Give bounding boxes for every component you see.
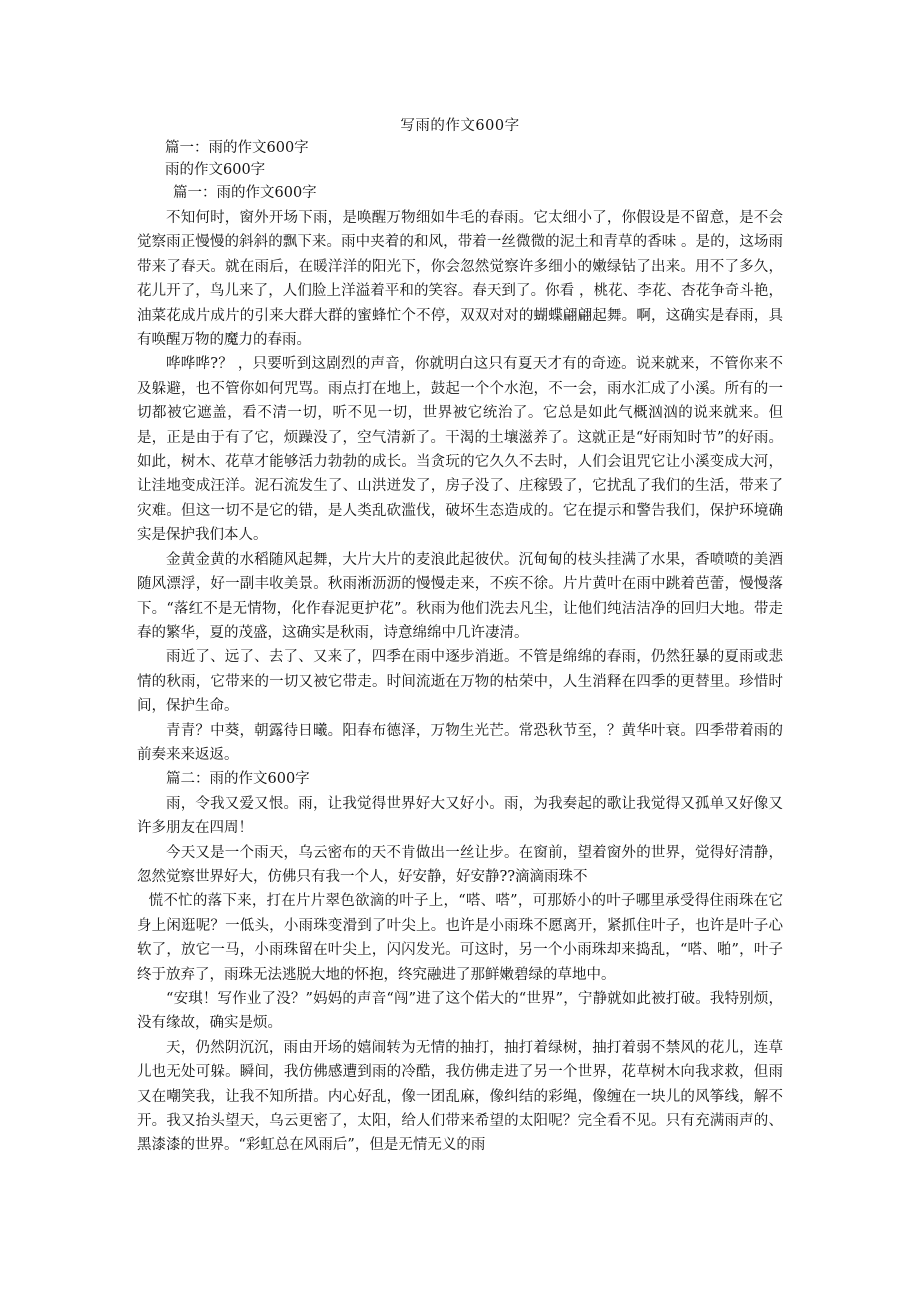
- document-title: 写雨的作文600字: [400, 118, 520, 134]
- section-heading: 篇一：雨的作文600字: [165, 140, 309, 156]
- paragraph: “安琪！写作业了没？”妈妈的声音“闯”进了这个偌大的“世界”，宁静就如此被打破。我特别烦，没有缘故，确实是烦。: [137, 991, 783, 1032]
- paragraph: 天，仍然阴沉沉，雨由开场的嬉闹转为无情的抽打，抽打着绿树，抽打着弱不禁风的花儿，连草儿也无处可躲。瞬间，我仿佛感遭到雨的冷酷，我仿佛走进了另一个世界，花草树木向我求救，但雨又在嘲笑我，让我不知所措。内心好乱，像一团乱麻，像纠结的彩绳，像缠在一块儿的风筝线，解不开。我又抬头望天，乌云更密了，太阳，给人们带来希望的太阳呢？完全看不见。只有充满雨声的、黑漆漆的世界。“彩虹总在风雨后”，但是无情无义的雨: [137, 1039, 783, 1154]
- paragraph: 雨近了、远了、去了、又来了，四季在雨中逐步消逝。不管是绵绵的春雨，仍然狂暴的夏雨或悲情的秋雨，它带来的一切又被它带走。时间流逝在万物的枯荣中，人生消释在四季的更替里。珍惜时间，保护生命。: [137, 649, 783, 715]
- essay-body: [137, 206, 783, 1158]
- paragraph: 不知何时，窗外开场下雨，是唤醒万物细如牛毛的春雨。它太细小了，你假设是不留意，是不会觉察雨正慢慢的斜斜的飘下来。雨中夹着的和风，带着一丝微微的泥土和青草的香味 。是的，这场雨带来了春天。就在雨后，在暖洋洋的阳光下，你会忽然觉察许多细小的嫩绿钻了出来。用不了多久，花儿开了，鸟儿来了，人们脸上洋溢着平和的笑容。春天到了。你看 ，桃花、李花、杏花争奇斗艳，油菜花成片成片的引来大群大群的蜜蜂忙个不停，双双对对的蝴蝶翩翩起舞。啊，这确实是春雨，具有唤醒万物的魔力的春雨。: [137, 210, 783, 349]
- section-heading: 雨的作文600字: [165, 162, 266, 178]
- paragraph: 青青？中葵，朝露待日曦。阳春布德泽，万物生光芒。常恐秋节至，？黄华叶衰。四季带着雨的前奏来来返返。: [137, 722, 783, 763]
- paragraph: 雨，令我又爱又恨。雨，让我觉得世界好大又好小。雨，为我奏起的歌让我觉得又孤单又好像又许多朋友在四周！: [137, 795, 783, 837]
- paragraph: 金黄金黄的水稻随风起舞，大片大片的麦浪此起彼伏。沉甸甸的枝头挂满了水果，香喷喷的美酒随风漂浮，好一副丰收美景。秋雨淅沥沥的慢慢走来，不疾不徐。片片黄叶在雨中跳着芭蕾，慢慢落下。“落红不是无情物，化作春泥更护花”。秋雨为他们洗去凡尘，让他们纯洁洁净的回归大地。带走春的繁华，夏的茂盛，这确实是秋雨，诗意绵绵中几许凄清。: [137, 551, 783, 641]
- paragraph: 慌不忙的落下来，打在片片翠色欲滴的叶子上，“嗒、嗒”，可那娇小的叶子哪里承受得住雨珠在它身上闲逛呢？一低头，小雨珠变滑到了叶尖上。也许是小雨珠不愿离开，紧抓住叶子，也许是叶子心软了，放它一马，小雨珠留在叶尖上，闪闪发光。可这时，另一个小雨珠却来捣乱，“嗒、啪”，叶子终于放弃了，雨珠无法逃脱大地的怀抱，终究融进了那鲜嫩碧绿的草地中。: [137, 893, 783, 983]
- section-heading: 篇一：雨的作文600字: [173, 185, 317, 201]
- paragraph: 哗哗哗?？ ，只要听到这剧烈的声音，你就明白这只有夏天才有的奇迹。说来就来，不管你来不及躲避，也不管你如何咒骂。雨点打在地上，鼓起一个个水泡，不一会，雨水汇成了小溪。所有的一切都被它遮盖，看不清一切，听不见一切，世界被它统治了。它总是如此气概汹汹的说来就来。但是，正是由于有了它，烦躁没了，空气清新了。干渴的土壤滋养了。这就正是“好雨知时节”的好雨。如此，树木、花草才能够活力勃勃的成长。当贪玩的它久久不去时，人们会诅咒它让小溪变成大河，让洼地变成汪洋。泥石流发生了、山洪迸发了，房子没了、庄稼毁了，它扰乱了我们的生活，带来了灾难。但这一切不是它的错，是人类乱砍滥伐，破坏生态造成的。它在提示和警告我们，保护环境确实是保护我们本人。: [137, 356, 783, 544]
- section-heading: 篇二：雨的作文600字: [166, 771, 310, 788]
- paragraph: 今天又是一个雨天，乌云密布的天不肯做出一丝让步。在窗前，望着窗外的世界，觉得好清静，忽然觉察世界好大，仿佛只有我一个人，好安静，好安静??滴滴雨珠不: [137, 844, 783, 885]
